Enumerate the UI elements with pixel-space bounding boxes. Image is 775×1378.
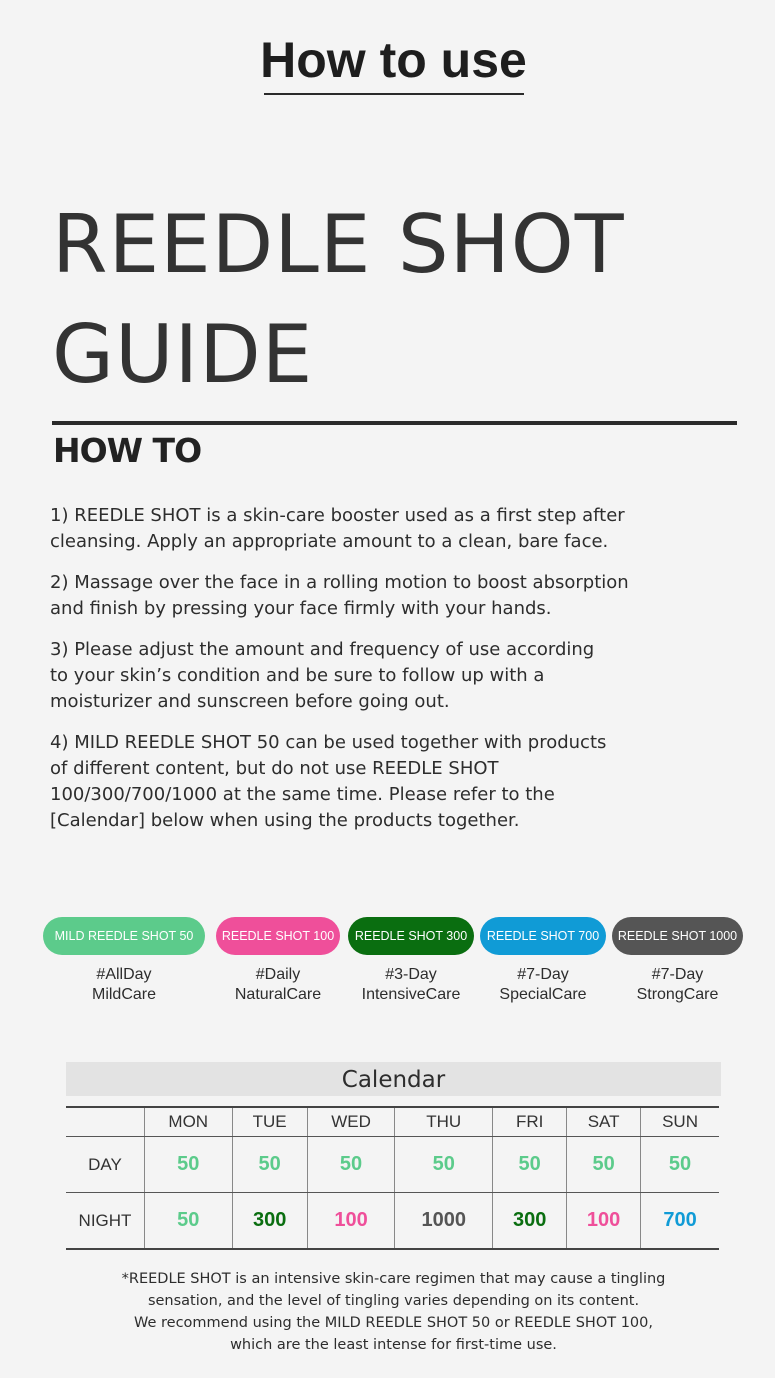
instruction-line: cleansing. Apply an appropriate amount to a clean, bare face. <box>50 531 609 552</box>
product-badge-300 <box>348 917 474 1005</box>
day-header: MON <box>145 1107 233 1137</box>
footnote-line: *REEDLE SHOT is an intensive skin-care regimen that may cause a tingling <box>121 1271 666 1287</box>
calendar-cell: 50 <box>145 1137 233 1193</box>
product-tag-line-2: MildCare <box>91 986 156 1003</box>
instruction-item <box>50 503 650 555</box>
calendar-cell: 50 <box>641 1137 719 1193</box>
calendar-cell: 50 <box>567 1137 641 1193</box>
calendar-cell: 50 <box>145 1193 233 1250</box>
day-header: SUN <box>641 1107 719 1137</box>
product-tag-line-2: StrongCare <box>636 986 719 1003</box>
calendar-cell: 100 <box>307 1193 395 1250</box>
calendar-cell: 100 <box>567 1193 641 1250</box>
product-tag <box>612 965 743 1005</box>
day-header: WED <box>307 1107 395 1137</box>
footnote-line: which are the least intense for first-time use. <box>230 1337 557 1353</box>
calendar-corner-cell <box>66 1107 145 1137</box>
guide-title-line-2: GUIDE <box>52 308 314 401</box>
calendar-cell: 300 <box>232 1193 307 1250</box>
footnote-line: We recommend using the MILD REEDLE SHOT 50 or REEDLE SHOT 100, <box>133 1315 653 1331</box>
calendar-row-day <box>66 1137 719 1193</box>
product-tag-line-1: #3-Day <box>385 966 437 983</box>
product-badge-100 <box>216 917 340 1005</box>
product-pill: MILD REEDLE SHOT 50 <box>43 917 205 955</box>
product-pill: REEDLE SHOT 100 <box>216 917 340 955</box>
calendar-cell: 300 <box>493 1193 567 1250</box>
calendar-row-night <box>66 1193 719 1250</box>
instruction-item <box>50 570 650 622</box>
product-tag-line-1: #Daily <box>255 966 301 983</box>
instruction-line: 1) REEDLE SHOT is a skin-care booster used as a first step after <box>50 505 625 526</box>
calendar-cell: 50 <box>232 1137 307 1193</box>
calendar-cell: 50 <box>395 1137 493 1193</box>
instruction-line: 2) Massage over the face in a rolling motion to boost absorption <box>50 572 629 593</box>
product-tag <box>480 965 606 1005</box>
product-pill: REEDLE SHOT 300 <box>348 917 474 955</box>
instruction-line: 100/300/700/1000 at the same time. Please refer to the <box>50 784 555 805</box>
title-underline <box>264 93 524 95</box>
row-label: DAY <box>66 1137 145 1193</box>
section-heading: HOW TO <box>53 431 202 470</box>
product-tag-line-2: SpecialCare <box>499 986 587 1003</box>
instruction-line: 3) Please adjust the amount and frequency of use according <box>50 639 595 660</box>
product-tag-line-2: NaturalCare <box>234 986 322 1003</box>
instruction-line: to your skin’s condition and be sure to follow up with a <box>50 665 545 686</box>
guide-title-line-1: REEDLE SHOT <box>52 198 625 291</box>
product-tag <box>216 965 340 1005</box>
footnote-line: sensation, and the level of tingling varies depending on its content. <box>147 1293 640 1309</box>
product-tag-line-2: IntensiveCare <box>361 986 461 1003</box>
day-header: TUE <box>232 1107 307 1137</box>
calendar-header-row <box>66 1107 719 1137</box>
calendar-cell: 50 <box>307 1137 395 1193</box>
instruction-line: of different content, but do not use REEDLE SHOT <box>50 758 499 779</box>
instruction-line: and finish by pressing your face firmly with your hands. <box>50 598 552 619</box>
product-badge-700 <box>480 917 606 1005</box>
instruction-line: [Calendar] below when using the products together. <box>50 810 520 831</box>
section-divider <box>52 421 737 425</box>
calendar-table <box>66 1106 719 1250</box>
day-header: SAT <box>567 1107 641 1137</box>
calendar-cell: 700 <box>641 1193 719 1250</box>
instruction-list <box>50 503 650 849</box>
product-tag <box>43 965 205 1005</box>
instruction-line: moisturizer and sunscreen before going out. <box>50 691 450 712</box>
guide-title <box>52 190 625 410</box>
product-tag <box>348 965 474 1005</box>
page-title: How to use <box>260 32 527 88</box>
row-label: NIGHT <box>78 1210 132 1230</box>
instruction-item <box>50 730 650 834</box>
product-tag-line-1: #AllDay <box>96 966 152 983</box>
footnote <box>0 1268 775 1356</box>
instruction-line: 4) MILD REEDLE SHOT 50 can be used together with products <box>50 732 607 753</box>
calendar-cell: 50 <box>493 1137 567 1193</box>
product-badge-mild-50 <box>43 917 205 1005</box>
calendar-cell: 1000 <box>395 1193 493 1250</box>
product-pill: REEDLE SHOT 700 <box>480 917 606 955</box>
product-tag-line-1: #7-Day <box>517 966 569 983</box>
day-header: FRI <box>493 1107 567 1137</box>
product-pill: REEDLE SHOT 1000 <box>612 917 743 955</box>
calendar-title: Calendar <box>66 1062 721 1096</box>
instruction-item <box>50 637 650 715</box>
day-header: THU <box>395 1107 493 1137</box>
calendar <box>66 1062 721 1250</box>
product-badge-1000 <box>612 917 743 1005</box>
product-tag-line-1: #7-Day <box>651 966 704 983</box>
product-badge-list <box>43 917 743 1017</box>
